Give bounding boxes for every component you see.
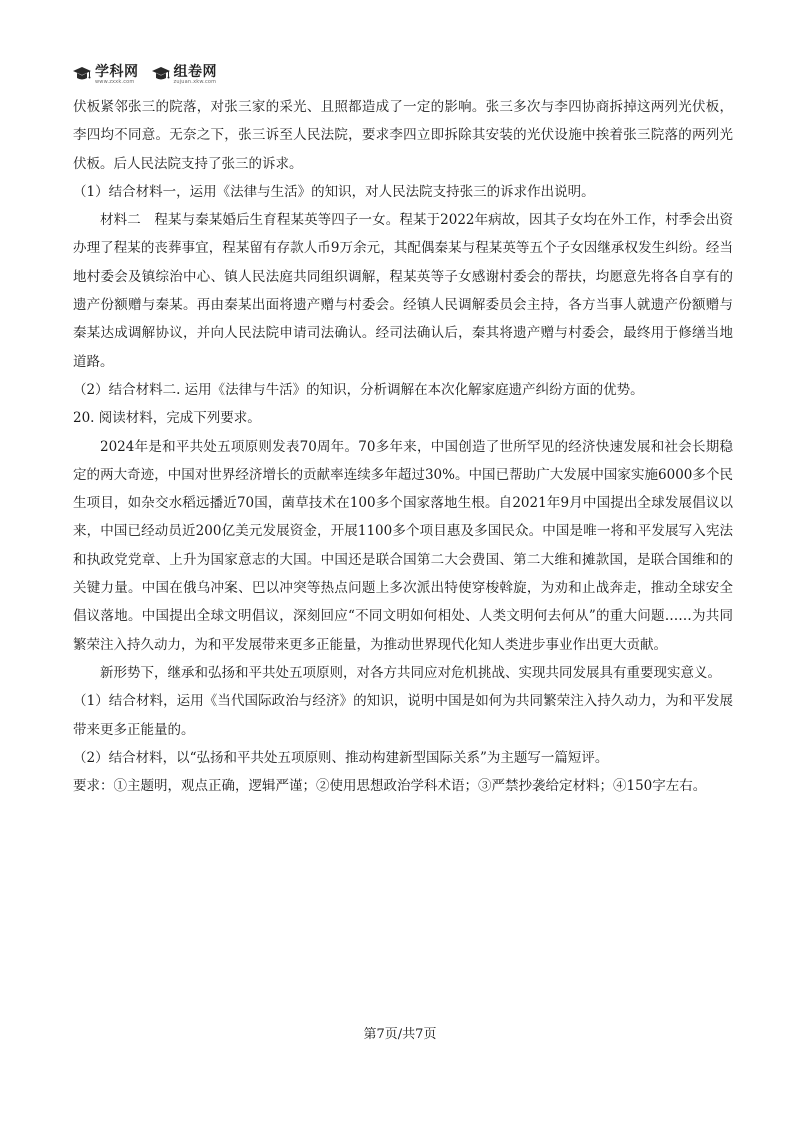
- logo-name: 学科网: [95, 64, 139, 80]
- xkw-logo: [72, 65, 139, 85]
- essay-requirements: 要求：①主题明，观点正确，逻辑严谨；②使用思想政治学科术语；③严禁抄袭给定材料；④150字左右。: [73, 778, 707, 795]
- document-body: [73, 93, 733, 800]
- question-20-material-2: 新形势下，继承和弘扬和平共处五项原则，对各方共同应对危机挑战、实现共同发展具有重要现实意义。: [100, 664, 721, 681]
- question-19-1: （1）结合材料一，运用《法律与生活》的知识，对人民法院支持张三的诉求作出说明。: [73, 183, 595, 200]
- logo-url: zujuan.xkw.com: [173, 79, 217, 85]
- zujuan-logo: [151, 65, 218, 85]
- logo-name: 组卷网: [173, 64, 217, 80]
- graduation-cap-icon: [72, 66, 92, 84]
- question-20-material-1: 2024年是和平共处五项原则发表70周年。70多年来，中国创造了世所罕见的经济快速发展和社会长期稳定的两大奇迹，中国对世界经济增长的贡献率连续多年超过30%。中国已帮助广大发展中国家实施6000多个民生项目，如杂交水稻远播近70国，菌草技术在100多个国家落地生根。自2021年9月中国提出全球发展倡议以来，中国已经动员近200亿美元发展资金，开展1100多个项目惠及多国民众。中国是唯一将和平发展写入宪法和执政党党章、上升为国家意志的大国。中国还是联合国第二大会费国、第二大维和摊款国，是联合国维和的关键力量。中国在俄乌冲案、巴以冲突等热点问题上多次派出特使穿梭斡旋，为劝和止战奔走，推动全球安全倡议落地。中国提出全球文明倡议，深刻回应“不同文明如何相处、人类文明何去何从”的重大问题……为共同繁荣注入持久动力，为和平发展带来更多正能量，为推动世界现代化知人类进步事业作出更大贡献。: [73, 438, 733, 653]
- question-20-2: （2）结合材料，以“弘扬和平共处五项原则、推动构建新型国际关系”为主题写一篇短评。: [73, 749, 609, 766]
- material-two: 材料二 程某与秦某婚后生育程某英等四子一女。程某于2022年病故，因其子女均在外工作，村季会出资办理了程某的丧葬事宜，程某留有存款人币9万余元，其配偶秦某与程某英等五个子女因继承权发生纠纷。经当地村委会及镇综治中心、镇人民法庭共同组织调解，程某英等子女感谢村委会的帮扶，均愿意先将各自享有的遗产份额赠与秦某。再由秦某出面将遗产赠与村委会。经镇人民调解委员会主持，各方当事人就遗产份额赠与秦某达成调解协议，并向人民法院申请司法确认。经司法确认后，秦其将遗产赠与村委会，最终用于修缮当地道路。: [73, 212, 733, 370]
- graduation-cap-icon: [151, 66, 171, 84]
- question-20-heading: 20. 阅读材料，完成下列要求。: [73, 410, 261, 427]
- question-19-2: （2）结合材料二. 运用《法律与牛活》的知识，分析调解在本次化解家庭遗产纠纷方面的优势。: [73, 381, 644, 398]
- material-one-continuation: 伏板紧邻张三的院落，对张三家的采光、且照都造成了一定的影响。张三多次与李四协商拆掉这两列光伏板，李四均不同意。无奈之下，张三诉至人民法院，要求李四立即拆除其安装的光伏设施中挨着张三院落的两列光伏板。后人民法院支持了张三的诉求。: [73, 99, 733, 172]
- logo-url: www.zxxk.com: [95, 79, 135, 85]
- question-20-1: （1）结合材料，运用《当代国际政治与经济》的知识，说明中国是如何为共同繁荣注入持久动力，为和平发展带来更多正能量的。: [73, 693, 733, 738]
- page-header: [72, 62, 217, 88]
- page-number: 第7页/共7页: [363, 1027, 437, 1042]
